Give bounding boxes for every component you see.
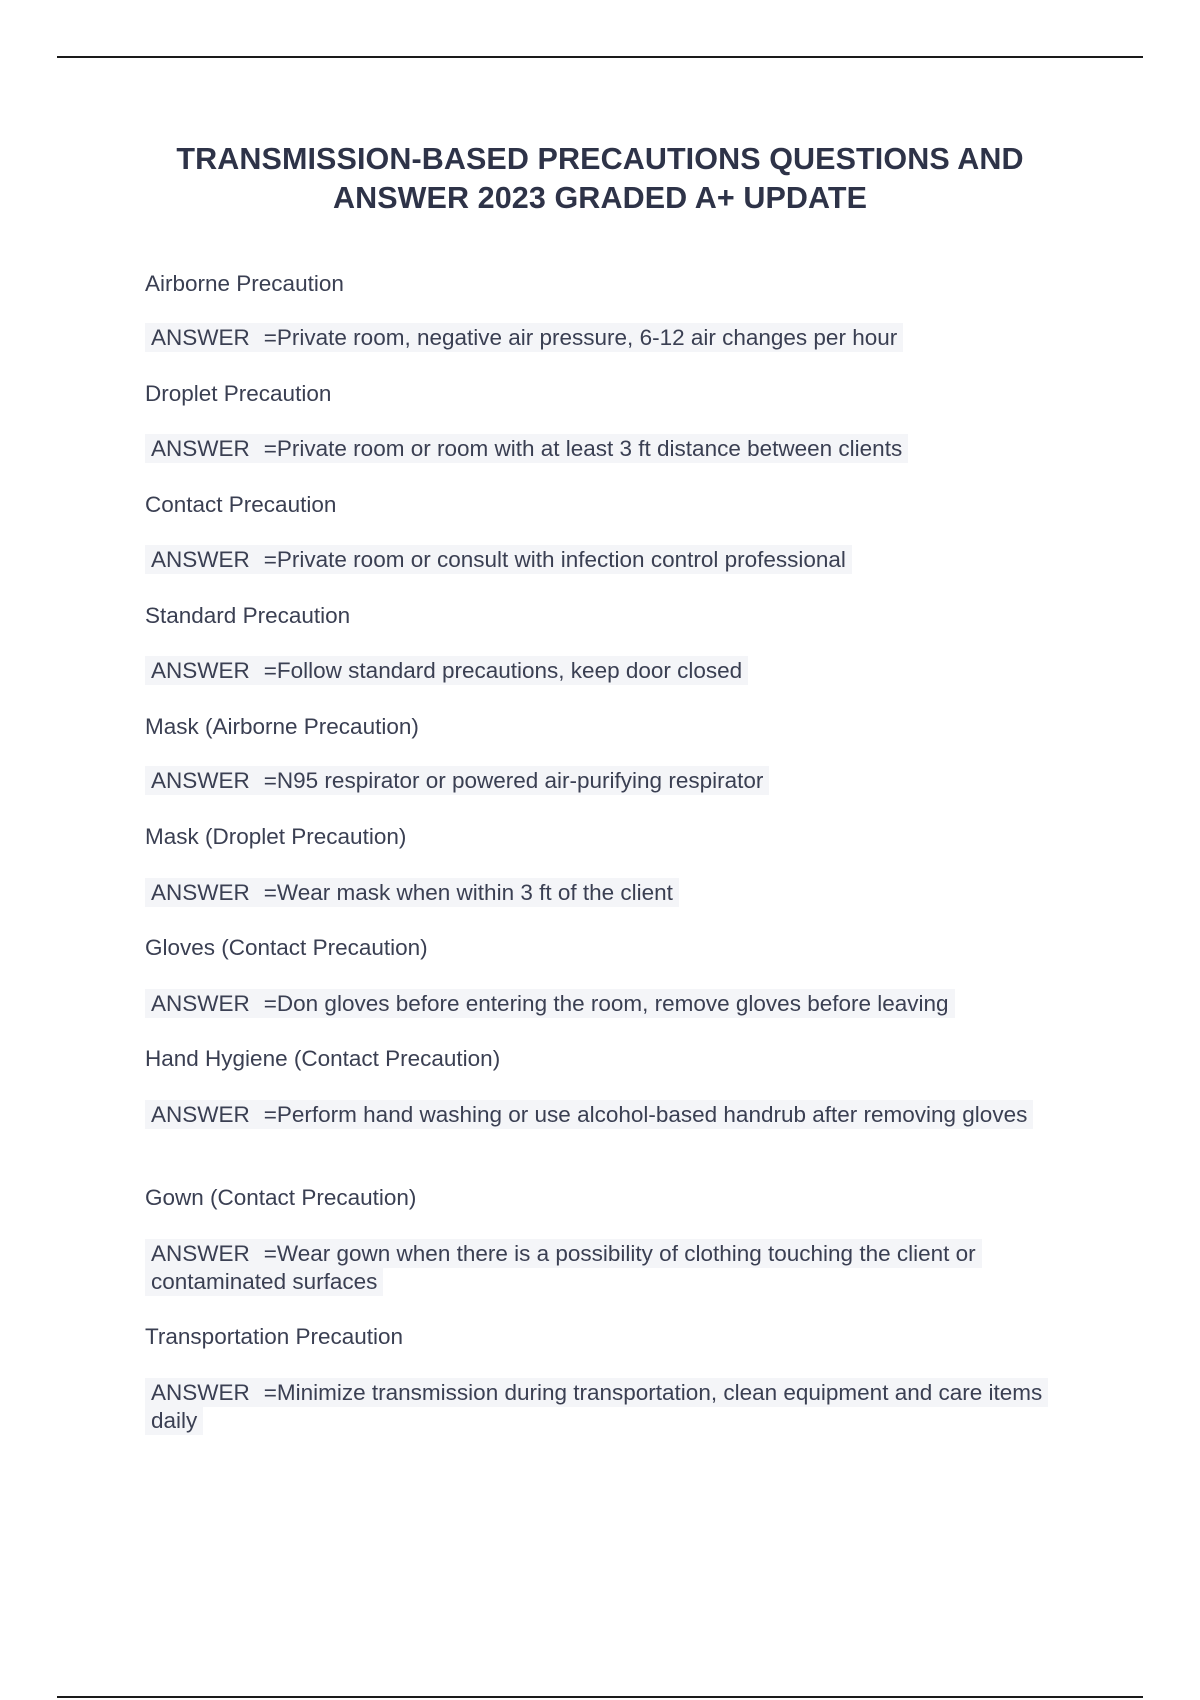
answer-text — [145, 1101, 1045, 1129]
answer-text — [145, 546, 852, 574]
answer-label: ANSWER — [151, 880, 250, 905]
footer-divider — [57, 1696, 1143, 1698]
answer-label: ANSWER — [151, 436, 250, 461]
question-text: Mask (Airborne Precaution) — [145, 714, 419, 739]
answer-value: =Private room or consult with infection control professional — [263, 547, 846, 572]
header-divider — [57, 56, 1143, 58]
answer-text — [145, 324, 903, 352]
answer-label: ANSWER — [151, 768, 250, 793]
answer-text — [145, 767, 769, 795]
question-text: Hand Hygiene (Contact Precaution) — [145, 1046, 501, 1071]
answer-value: =Wear gown when there is a possibility of clothing touching the client or contaminated surfaces — [151, 1241, 976, 1294]
answer-text — [145, 1240, 1065, 1296]
question-text: Gown (Contact Precaution) — [145, 1185, 417, 1210]
answer-value: =Don gloves before entering the room, remove gloves before leaving — [263, 991, 949, 1016]
answer-label: ANSWER — [151, 658, 250, 683]
answer-value: =Minimize transmission during transportation, clean equipment and care items daily — [151, 1380, 1043, 1433]
question-text: Airborne Precaution — [145, 271, 344, 296]
question-text: Gloves (Contact Precaution) — [145, 935, 428, 960]
question-text: Standard Precaution — [145, 603, 351, 628]
title-line-2: ANSWER 2023 GRADED A+ UPDATE — [332, 181, 868, 215]
answer-label: ANSWER — [151, 1241, 250, 1266]
answer-label: ANSWER — [151, 1380, 250, 1405]
answer-text — [145, 990, 955, 1018]
answer-value: =N95 respirator or powered air-purifying respirator — [263, 768, 764, 793]
answer-label: ANSWER — [151, 325, 250, 350]
question-text: Transportation Precaution — [145, 1324, 404, 1349]
answer-value: =Wear mask when within 3 ft of the client — [263, 880, 673, 905]
answer-text — [145, 657, 748, 685]
answer-text — [145, 435, 908, 463]
question-text: Contact Precaution — [145, 492, 337, 517]
question-text: Droplet Precaution — [145, 381, 332, 406]
answer-value: =Private room, negative air pressure, 6-12 air changes per hour — [263, 325, 898, 350]
answer-label: ANSWER — [151, 1102, 250, 1127]
question-text: Mask (Droplet Precaution) — [145, 824, 407, 849]
answer-value: =Follow standard precautions, keep door closed — [263, 658, 743, 683]
answer-label: ANSWER — [151, 991, 250, 1016]
answer-text — [145, 1379, 1065, 1435]
answer-text — [145, 879, 679, 907]
title-line-1: TRANSMISSION-BASED PRECAUTIONS QUESTIONS AND — [176, 142, 1024, 176]
answer-value: =Private room or room with at least 3 ft distance between clients — [263, 436, 903, 461]
answer-value: =Perform hand washing or use alcohol-based handrub after removing gloves — [263, 1102, 1028, 1127]
document-title — [100, 140, 1100, 218]
answer-label: ANSWER — [151, 547, 250, 572]
